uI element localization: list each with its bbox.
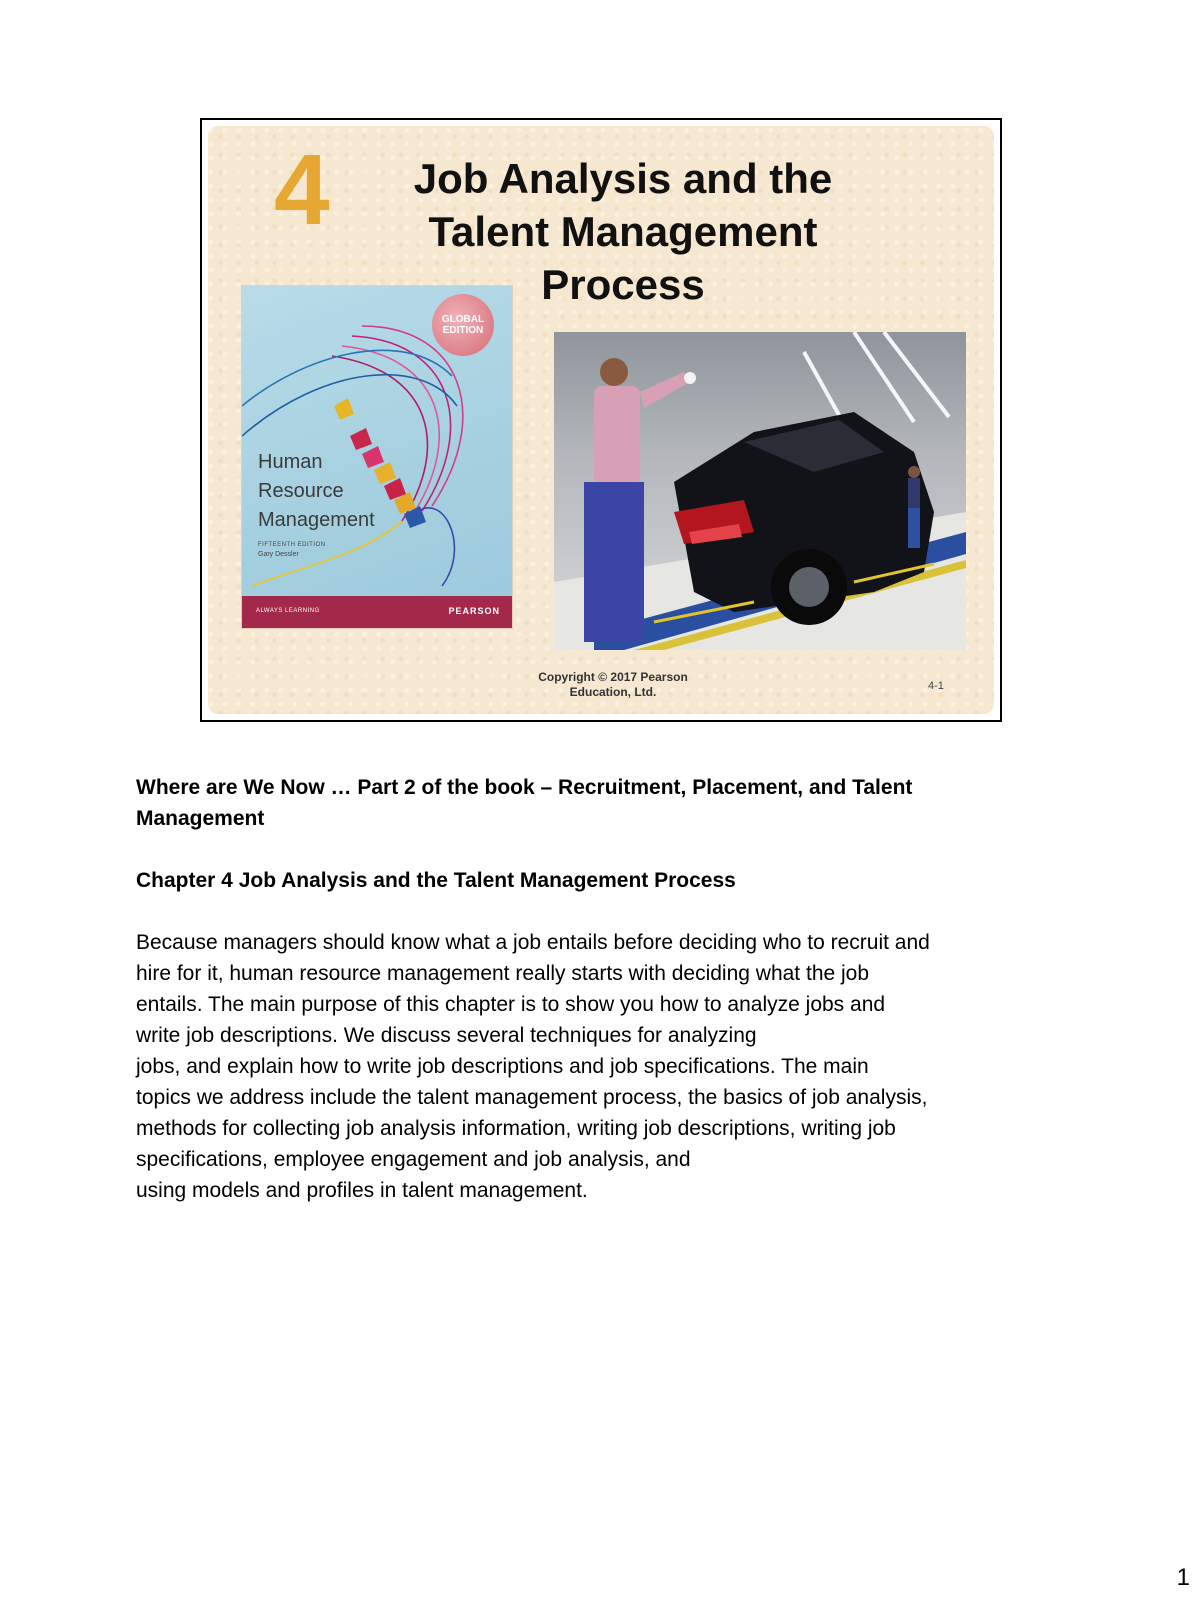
part-heading-line: Management	[136, 807, 265, 830]
car-assembly-illustration	[554, 332, 966, 650]
page-number: 1	[1176, 1564, 1190, 1591]
summary-line: specifications, employee engagement and job analysis, and	[136, 1148, 691, 1171]
summary-line: entails. The main purpose of this chapter is to show you how to analyze jobs and	[136, 993, 886, 1016]
badge-line: GLOBAL	[441, 314, 485, 325]
summary-line: write job descriptions. We discuss several techniques for analyzing	[136, 1024, 757, 1047]
global-edition-badge	[432, 294, 494, 356]
chapter-heading: Chapter 4 Job Analysis and the Talent Management Process	[136, 869, 736, 892]
chapter-summary	[136, 927, 1086, 1206]
publisher-logo-text: PEARSON	[448, 606, 500, 616]
summary-line: hire for it, human resource management really starts with deciding what the job	[136, 962, 870, 985]
book-title-line: Human	[258, 451, 323, 473]
slide-copyright	[508, 670, 718, 700]
slide-number: 4-1	[928, 680, 944, 692]
book-footer-band	[242, 596, 512, 628]
slide-thumbnail	[200, 118, 1002, 722]
book-title	[258, 448, 375, 535]
part-heading	[136, 772, 1086, 834]
summary-line: topics we address include the talent management process, the basics of job analysis,	[136, 1086, 928, 1109]
slide-title-line: Talent Management	[428, 208, 818, 255]
summary-line: jobs, and explain how to write job descriptions and job specifications. The main	[136, 1055, 869, 1078]
book-title-line: Management	[258, 509, 375, 531]
badge-line: EDITION	[442, 325, 484, 336]
summary-line: Because managers should know what a job entails before deciding who to recruit and	[136, 931, 930, 954]
chapter-number: 4	[274, 134, 330, 246]
car-assembly-photo	[554, 332, 966, 650]
slide-background	[208, 126, 994, 714]
copyright-line: Copyright © 2017 Pearson	[538, 670, 688, 684]
book-author: Gary Dessler	[258, 551, 299, 558]
book-cover-image	[242, 286, 512, 628]
copyright-line: Education, Ltd.	[569, 685, 657, 699]
summary-line: using models and profiles in talent management.	[136, 1179, 588, 1202]
speaker-notes	[136, 772, 1086, 1206]
slide-title-line: Process	[541, 261, 705, 308]
book-edition: FIFTEENTH EDITION	[258, 542, 326, 548]
book-title-line: Resource	[258, 480, 344, 502]
summary-line: methods for collecting job analysis information, writing job descriptions, writing job	[136, 1117, 896, 1140]
book-tagline: ALWAYS LEARNING	[256, 608, 320, 614]
slide-title-line: Job Analysis and the	[413, 155, 833, 202]
part-heading-line: Where are We Now … Part 2 of the book – Recruitment, Placement, and Talent	[136, 776, 913, 799]
